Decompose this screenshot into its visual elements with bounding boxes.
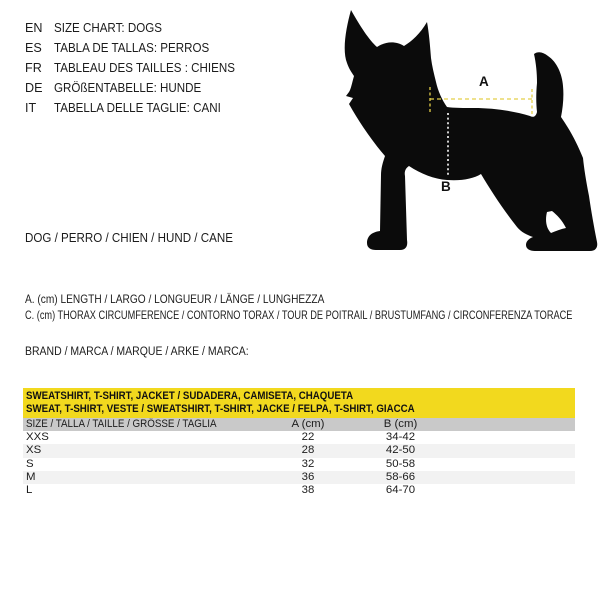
a-cell: 32 xyxy=(301,457,315,470)
size-cell: XXS xyxy=(26,431,49,444)
language-title: TABLA DE TALLAS: PERROS xyxy=(54,41,210,55)
language-code: EN xyxy=(25,21,43,35)
legend-thorax-line xyxy=(25,308,600,324)
category-line-2: SWEAT, T-SHIRT, VESTE / SWEATSHIRT, T-SHIRT, JACKE / FELPA, T-SHIRT, GIACCA xyxy=(26,403,415,415)
language-title-list xyxy=(25,18,251,118)
table-row xyxy=(23,458,575,471)
a-cell: 36 xyxy=(301,470,315,483)
brand-label xyxy=(25,344,285,358)
language-title: TABLEAU DES TAILLES : CHIENS xyxy=(54,61,235,75)
size-table xyxy=(23,388,575,497)
measure-a-label: A xyxy=(479,74,489,89)
legend-thorax-text: C. (cm) THORAX CIRCUMFERENCE / CONTORNO TORAX / TOUR DE POITRAIL / BRUSTUMFANG / CIRCONFERENZA TORACE xyxy=(25,307,573,322)
b-cell: 34-42 xyxy=(385,431,416,444)
column-header-size xyxy=(23,418,268,431)
table-row xyxy=(23,484,575,497)
language-code: DE xyxy=(25,81,43,95)
animal-caption-text: DOG / PERRO / CHIEN / HUND / CANE xyxy=(25,231,233,245)
language-title: TABELLA DELLE TAGLIE: CANI xyxy=(54,101,221,115)
measure-b-label: B xyxy=(441,179,451,194)
b-cell: 42-50 xyxy=(385,444,416,457)
b-cell: 58-66 xyxy=(385,470,416,483)
language-code: ES xyxy=(25,41,42,55)
language-row xyxy=(25,58,251,78)
dog-silhouette xyxy=(345,10,598,251)
dog-measurement-diagram xyxy=(333,0,600,258)
size-cell: XS xyxy=(26,444,42,457)
measurement-legend xyxy=(25,292,600,323)
size-cell: M xyxy=(26,470,36,483)
language-row xyxy=(25,98,251,118)
language-code: FR xyxy=(25,61,42,75)
column-header-b: B (cm) xyxy=(383,418,418,430)
category-line-2-row xyxy=(26,403,575,416)
size-cell: L xyxy=(26,483,33,496)
language-title: SIZE CHART: DOGS xyxy=(54,21,162,35)
table-row xyxy=(23,431,575,444)
language-row xyxy=(25,78,251,98)
b-cell: 64-70 xyxy=(385,483,416,496)
category-line-1-row xyxy=(26,390,575,403)
a-cell: 38 xyxy=(301,483,315,496)
animal-caption xyxy=(25,231,251,245)
table-row xyxy=(23,471,575,484)
column-header-size-text: SIZE / TALLA / TAILLE / GRÖSSE / TAGLIA xyxy=(26,418,217,430)
a-cell: 28 xyxy=(301,444,315,457)
a-cell: 22 xyxy=(301,431,315,444)
column-header-spacer xyxy=(453,418,575,431)
category-band xyxy=(23,388,575,418)
language-row xyxy=(25,18,251,38)
table-header-row xyxy=(23,418,575,431)
table-row xyxy=(23,444,575,457)
legend-length-text: A. (cm) LENGTH / LARGO / LONGUEUR / LÄNGE / LUNGHEZZA xyxy=(25,292,325,306)
category-line-1: SWEATSHIRT, T-SHIRT, JACKET / SUDADERA, CAMISETA, CHAQUETA xyxy=(26,390,354,402)
language-row xyxy=(25,38,251,58)
size-cell: S xyxy=(26,457,34,470)
column-header-a: A (cm) xyxy=(291,418,325,430)
b-cell: 50-58 xyxy=(385,457,416,470)
language-title: GRÖßENTABELLE: HUNDE xyxy=(54,81,202,95)
language-code: IT xyxy=(25,101,37,115)
legend-length-line xyxy=(25,292,600,308)
brand-label-text: BRAND / MARCA / MARQUE / ARKE / MARCA: xyxy=(25,344,249,358)
